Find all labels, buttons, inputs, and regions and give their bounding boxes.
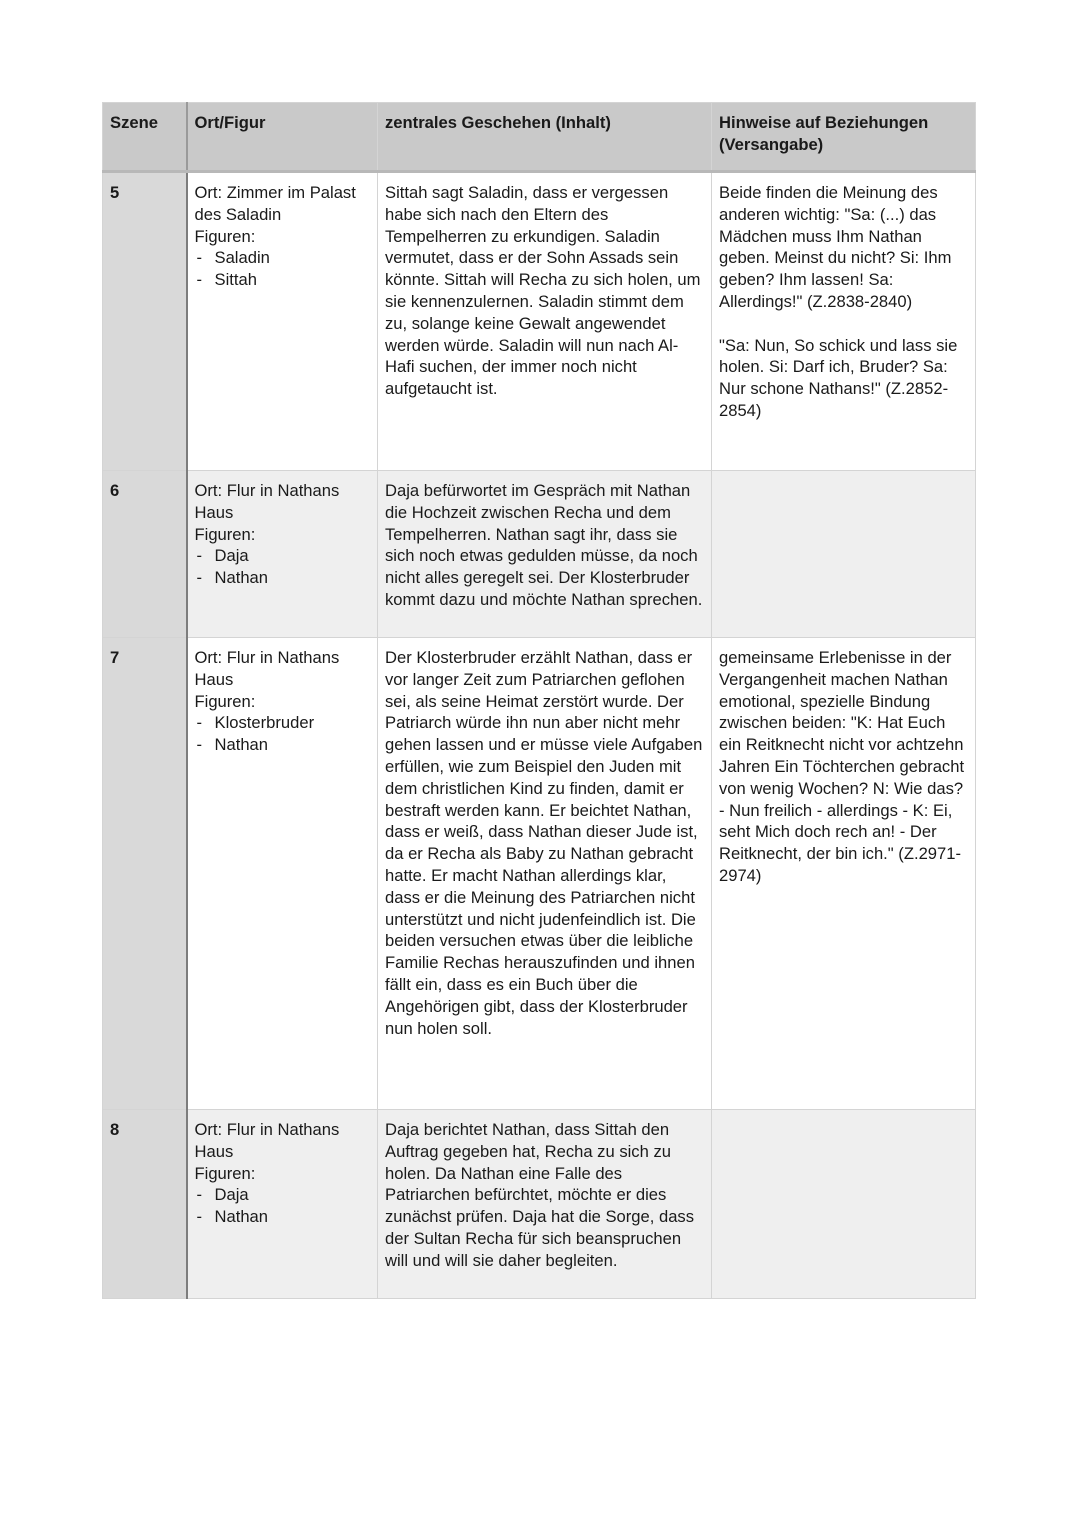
header-place: Ort/Figur xyxy=(187,103,378,172)
table-body xyxy=(103,172,976,1299)
place-text: Ort: Flur in Nathans Haus xyxy=(194,1120,340,1161)
figures-list xyxy=(195,247,372,291)
figures-label: Figuren: xyxy=(194,226,256,246)
events-cell: Sittah sagt Saladin, dass er vergessen habe sich nach den Eltern des Tempelherren zu erkundigen. Saladin vermutet, dass er der Sohn Assads sein könnte. Sittah will Recha zu sich holen, um sie kennenzulernen. Saladin stimmt dem zu, solange keine Gewalt angewendet werden würde. Saladin will nun nach Al-Hafi suchen, der immer noch nicht aufgetaucht ist. xyxy=(378,172,712,471)
relations-cell xyxy=(712,471,976,638)
header-relations: Hinweise auf Beziehungen (Versangabe) xyxy=(712,103,976,172)
scene-number: 6 xyxy=(103,471,187,638)
place-text: Ort: Flur in Nathans Haus xyxy=(194,481,340,522)
figure-item: - Saladin xyxy=(196,248,270,268)
figure-item: - Daja xyxy=(196,1185,249,1205)
figure-item: - Nathan xyxy=(196,568,269,588)
figures-label: Figuren: xyxy=(194,524,256,544)
header-events: zentrales Geschehen (Inhalt) xyxy=(378,103,712,172)
relations-cell xyxy=(712,172,976,471)
relation-quote: Beide finden die Meinung des anderen wichtig: "Sa: (...) das Mädchen muss Ihm Nathan geben. Meinst du nicht? Si: Ihm geben? Ihm lassen! Sa: Allerdings!" (Z.2838-2840) xyxy=(719,183,952,311)
figure-item: - Nathan xyxy=(196,1207,269,1227)
relations-cell xyxy=(712,1110,976,1299)
table-header xyxy=(103,103,976,172)
events-cell: Daja berichtet Nathan, dass Sittah den Auftrag gegeben hat, Recha zu sich zu holen. Da Nathan eine Falle des Patriarchen befürchtet, möchte er dies zunächst prüfen. Daja hat die Sorge, dass der Sultan Recha für sich beanspruchen will und will sie daher begleiten. xyxy=(378,1110,712,1299)
figures-label: Figuren: xyxy=(194,1163,256,1183)
header-scene: Szene xyxy=(103,103,187,172)
figure-item: - Sittah xyxy=(196,270,257,290)
place-cell xyxy=(187,172,378,471)
figure-item: - Daja xyxy=(196,546,249,566)
place-cell xyxy=(187,471,378,638)
place-text: Ort: Flur in Nathans Haus xyxy=(194,648,340,689)
relations-cell xyxy=(712,638,976,1110)
scene-number: 7 xyxy=(103,638,187,1110)
table-row-scene-8 xyxy=(103,1110,976,1299)
relation-quote: "Sa: Nun, So schick und lass sie holen. Si: Darf ich, Bruder? Sa: Nur schone Nathans!" (Z.2852-2854) xyxy=(719,335,958,420)
place-cell xyxy=(187,1110,378,1299)
place-cell xyxy=(187,638,378,1110)
figures-label: Figuren: xyxy=(194,691,256,711)
figures-list xyxy=(195,545,372,589)
figure-item: - Nathan xyxy=(196,735,269,755)
scene-table xyxy=(102,102,976,1299)
table-row-scene-7 xyxy=(103,638,976,1110)
events-cell: Daja befürwortet im Gespräch mit Nathan die Hochzeit zwischen Recha und dem Tempelherren. Nathan sagt ihr, dass sie sich noch etwas gedulden müsse, da noch nicht alles geregelt sei. Der Klosterbruder kommt dazu und möchte Nathan sprechen. xyxy=(378,471,712,638)
events-cell: Der Klosterbruder erzählt Nathan, dass er vor langer Zeit zum Patriarchen geflohen sei, als seine Heimat zerstört wurde. Der Patriarch würde ihn nun aber nicht mehr gehen lassen und er müsse viele Aufgaben erfüllen, wie zum Beispiel den Juden mit dem christlichen Kind zu finden, damit er bestraft werden kann. Er beichtet Nathan, dass er weiß, dass Nathan dieser Jude ist, da er Recha als Baby zu Nathan gebracht hatte. Er macht Nathan allerdings klar, dass er die Meinung des Patriarchen nicht unterstützt und nicht judenfeindlich ist. Die beiden versuchen etwas über die leibliche Familie Rechas herauszufinden und ihnen fällt ein, dass es ein Buch über die Angehörigen gibt, dass der Klosterbruder nun holen soll. xyxy=(378,638,712,1110)
figures-list xyxy=(195,1184,372,1228)
scene-number: 5 xyxy=(103,172,187,471)
header-row xyxy=(103,103,976,172)
figures-list xyxy=(195,712,372,756)
relation-quote: gemeinsame Erlebenisse in der Vergangenheit machen Nathan emotional, spezielle Bindung zwischen beiden: "K: Hat Euch ein Reitknecht nicht vor achtzehn Jahren Ein Töchterchen gebracht von wenig Wochen? N: Wie das? - Nun freilich - allerdings - K: Ei, seht Mich doch rech an! - Der Reitknecht, der bin ich." (Z.2971-2974) xyxy=(719,648,965,885)
scene-number: 8 xyxy=(103,1110,187,1299)
table-row-scene-5 xyxy=(103,172,976,471)
table-row-scene-6 xyxy=(103,471,976,638)
place-text: Ort: Zimmer im Palast des Saladin xyxy=(194,183,356,224)
figure-item: - Klosterbruder xyxy=(196,713,315,733)
